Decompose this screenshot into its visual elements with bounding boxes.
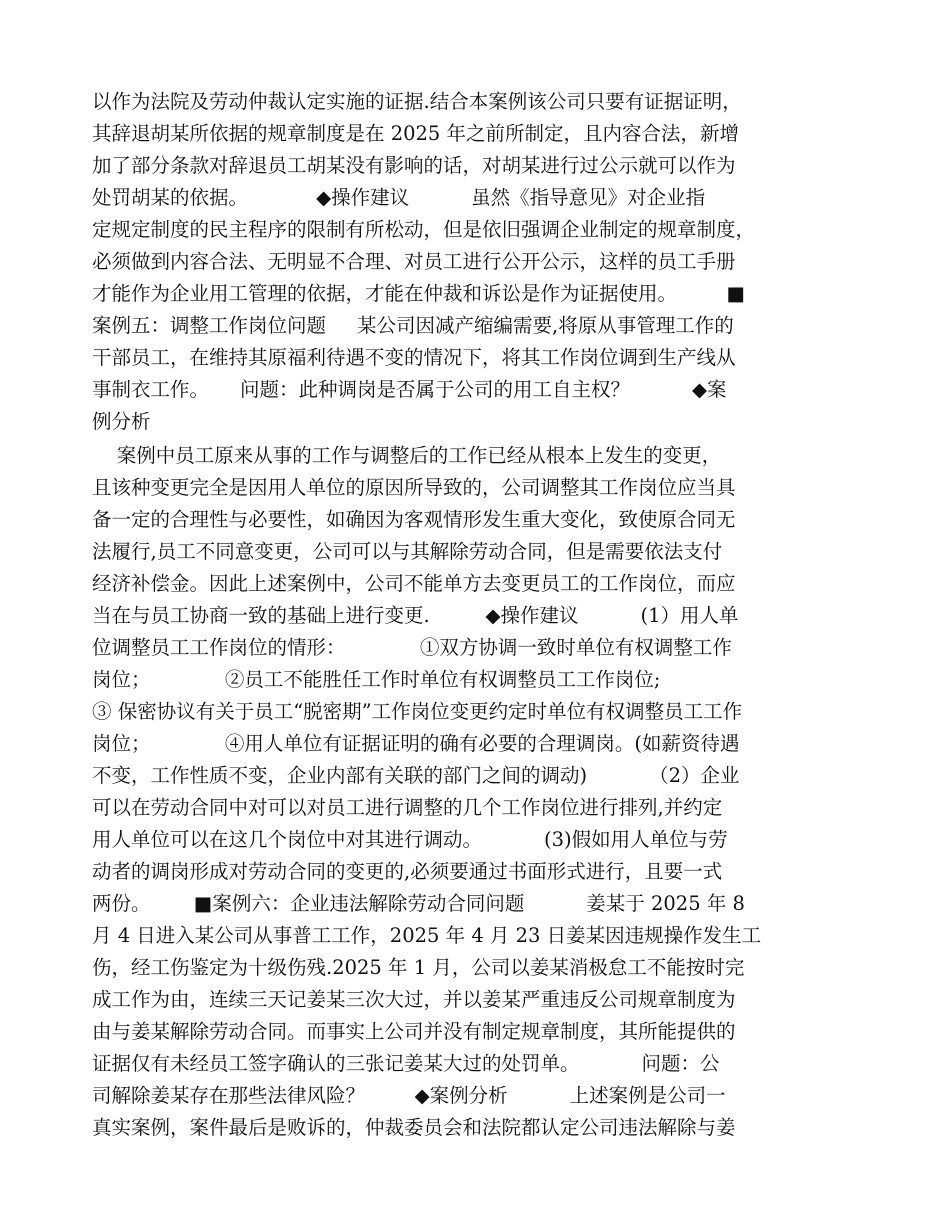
text-line: 经济补偿金。因此上述案例中，公司不能单方去变更员工的工作岗位，而应 [92, 572, 736, 595]
text-line: 事制衣工作。 问题：此种调岗是否属于公司的用工自主权？ ◆案 [92, 378, 727, 401]
text-line: 定规定制度的民主程序的限制有所松动，但是依旧强调企业制定的规章制度， [92, 218, 756, 241]
text-line: 可以在劳动合同中对可以对员工进行调整的几个工作岗位进行排列,并约定 [92, 796, 723, 819]
text-line: 真实案例，案件最后是败诉的，仲裁委员会和法院都认定公司违法解除与姜 [92, 1116, 736, 1139]
text-line: 成工作为由，连续三天记姜某三次大过，并以姜某严重违反公司规章制度为 [92, 988, 736, 1011]
text-line: 处罚胡某的依据。 ◆操作建议 虽然《指导意见》对企业指 [92, 186, 706, 209]
text-line: 必须做到内容合法、无明显不合理、对员工进行公开公示，这样的员工手册 [92, 250, 736, 273]
paragraph-block-1 [92, 86, 862, 438]
text-line: 司解除姜某存在那些法律风险？ ◆案例分析 上述案例是公司一 [92, 1084, 726, 1107]
text-line: 两份。 ■案例六：企业违法解除劳动合同问题 姜某于 2025 年 8 [92, 892, 745, 915]
text-line: 例分析 [92, 410, 151, 433]
text-line: 以作为法院及劳动仲裁认定实施的证据.结合本案例该公司只要有证据证明， [92, 90, 742, 113]
text-line: 且该种变更完全是因用人单位的原因所导致的，公司调整其工作岗位应当具 [92, 476, 736, 499]
text-line: 案例五：调整工作岗位问题 某公司因减产缩编需要,将原从事管理工作的 [92, 314, 734, 337]
paragraph-block-2 [92, 440, 862, 1144]
text-line: 备一定的合理性与必要性，如确因为客观情形发生重大变化，致使原合同无 [92, 508, 736, 531]
text-line: 岗位； ④用人单位有证据证明的确有必要的合理调岗。(如薪资待遇 [92, 732, 740, 755]
text-line: 加了部分条款对辞退员工胡某没有影响的话，对胡某进行过公示就可以作为 [92, 154, 736, 177]
text-line: ③ 保密协议有关于员工“脱密期”工作岗位变更约定时单位有权调整员工工作 [92, 700, 743, 723]
text-line: 证据仅有未经员工签字确认的三张记姜某大过的处罚单。 问题：公 [92, 1052, 720, 1075]
text-line: 当在与员工协商一致的基础上进行变更. ◆操作建议 (1）用人单 [92, 604, 739, 627]
text-line: 法履行,员工不同意变更，公司可以与其解除劳动合同，但是需要依法支付 [92, 540, 723, 563]
text-line: 位调整员工工作岗位的情形： ①双方协调一致时单位有权调整工作 [92, 636, 732, 659]
text-line: 用人单位可以在这几个岗位中对其进行调动。 (3)假如用人单位与劳 [92, 828, 728, 851]
text-line: 其辞退胡某所依据的规章制度是在 2025 年之前所制定，且内容合法，新增 [92, 122, 740, 145]
text-line: 案例中员工原来从事的工作与调整后的工作已经从根本上发生的变更， [92, 444, 722, 467]
text-line: 月 4 日进入某公司从事普工工作，2025 年 4 月 23 日姜某因违规操作发生工 [92, 924, 762, 947]
text-line: 岗位； ②员工不能胜任工作时单位有权调整员工工作岗位; [92, 668, 661, 691]
text-line: 由与姜某解除劳动合同。而事实上公司并没有制定规章制度，其所能提供的 [92, 1020, 736, 1043]
text-line: 不变，工作性质不变，企业内部有关联的部门之间的调动) （2）企业 [92, 764, 740, 787]
text-line: 伤，经工伤鉴定为十级伤残.2025 年 1 月，公司以姜某消极怠工不能按时完 [92, 956, 745, 979]
text-line: 干部员工，在维持其原福利待遇不变的情况下，将其工作岗位调到生产线从 [92, 346, 736, 369]
text-line: 动者的调岗形成对劳动合同的变更的,必须要通过书面形式进行，且要一式 [92, 860, 723, 883]
text-line: 才能作为企业用工管理的依据，才能在仲裁和诉讼是作为证据使用。 ■ [92, 282, 746, 305]
